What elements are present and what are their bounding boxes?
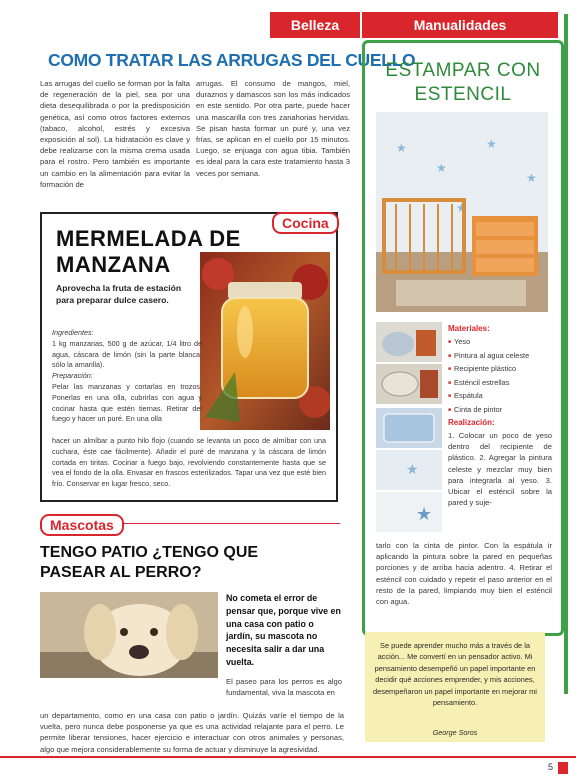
materials-heading: Materiales:: [448, 324, 490, 333]
mascotas-label: Mascotas: [40, 514, 124, 536]
cocina-subtitle: Aprovecha la fruta de estación para preparar dulce casero.: [56, 283, 182, 306]
materials-item: ■ Cinta de pintor: [448, 404, 558, 418]
quote-author: George Soros: [432, 728, 478, 737]
svg-text:★: ★: [436, 161, 447, 175]
svg-text:★: ★: [406, 461, 419, 477]
belleza-title: COMO TRATAR LAS ARRUGAS DEL CUELLO: [48, 50, 416, 70]
realization-steps-wide: tarlo con la cinta de pintor. Con la espátula ir aplicando la pintura sobre la pared en pequeñas porciones y de arriba hacia adentro. 4. Retirar el esténcil con cuidado y repetir el paso anterior en el resto de la pared, limpiando muy bien el esténcil con agua.: [376, 541, 552, 607]
realization-photo-3: [376, 492, 442, 532]
preparation-text-wide: hacer un almíbar a punto hilo flojo (cuando se levanta un poco de almíbar con una cuchara, éste cae fácilmente). Añadir el puré de manzana y la cáscara de limón cortada en tiritas. Cocinar a fuego bajo, revolviendo constantemente hasta que se vea el fondo de la olla. Envasar en frascos esterilizados. Tapar una vez que esté bien frío. Conservar en lugar fresco, seco.: [52, 436, 326, 489]
svg-text:★: ★: [526, 171, 537, 185]
cocina-ingredients-block: [52, 328, 202, 425]
page-corner-mark: [558, 762, 568, 774]
section-tab-manualidades: Manualidades: [362, 12, 558, 38]
belleza-body-col2: arrugas. El consumo de mangos, miel, duraznos y damascos son los más indicados en este sentido. Por otra parte, puede hacer una mascarilla con tres zanahorias hervidas. Se pisan hasta formar un puré y, una vez frías, se aplican en el cuello por 15 minutos. Luego, se enjuaga con agua tibia. También es ideal para la cara este tratamiento hasta 3 veces por semana.: [196, 79, 350, 178]
materials-photo-1: [376, 322, 442, 362]
mascotas-lead: No cometa el error de pensar que, porque vive en una casa con patio o jardín, su mascota no necesita salir a dar una vuelta.: [226, 593, 341, 667]
mascotas-title-line2: PASEAR AL PERRO?: [40, 564, 202, 581]
mascotas-title-line1: TENGO PATIO ¿TENGO QUE: [40, 544, 259, 561]
belleza-body-col1: Las arrugas del cuello se forman por la falta de regeneración de la piel, sea por una dieta desequilibrada o por la predisposición genética, así como otros factores externos (tabaco, alcohol, estrés y excesiva exposición al sol). La hidratación es clave y debe realizarse con la misma crema usada para el rostro. Pero también es importante un cambio en la alimentación para evitar la formación de: [40, 79, 190, 189]
cocina-title-line2: MANZANA: [56, 252, 171, 277]
realization-heading: Realización:: [448, 418, 495, 427]
preparation-heading: Preparación:: [52, 371, 93, 381]
svg-text:★: ★: [456, 201, 467, 215]
materials-item: ■ Yeso: [448, 336, 558, 350]
svg-text:★: ★: [416, 504, 433, 524]
cocina-label: Cocina: [272, 212, 339, 234]
section-tab-belleza: Belleza: [270, 12, 360, 38]
manualidades-title-line1: ESTAMPAR CON: [385, 60, 541, 81]
ingredients-heading: Ingredientes:: [52, 328, 94, 337]
ingredients-text: 1 kg manzanas, 500 g de azúcar, 1/4 litro de agua, cáscara de limón (sin la parte blanca, sólo la amarilla).: [52, 338, 202, 370]
materials-item: ■ Recipiente plástico: [448, 363, 558, 377]
preparation-text-narrow: Pelar las manzanas y cortarlas en trozos. Ponerlas en una olla, cubrirlas con agua y cocinar hasta que estén tiernas. Retirar del fuego y hacer un puré. En una olla: [52, 381, 202, 424]
materials-photo-2: [376, 364, 442, 404]
quote-text: Se puede aprender mucho más a través de la acción... Me convertí en un pensador activo. Mi pensamiento desempeñó un papel importante en decidir qué acciones emprender, y mis acciones, desempeñaron un papel importante en mejorar mi pensamiento.: [373, 641, 537, 708]
mascotas-body-wide: un departamento, como en una casa con patio o jardín. Quizás varíe el tiempo de la vuelta, pero nunca debe posponerse ya que es una actividad relajante para el perro. Le permite liberar tensiones, hacer ejercicio e interactuar con otros animales y personas, algo que mejora considerablemente su forma de actuar y disminuye la agresividad.: [40, 711, 344, 754]
materials-item: ■ Espátula: [448, 390, 558, 404]
footer-rule: [0, 756, 576, 758]
cocina-title-line1: MERMELADA DE: [56, 226, 241, 251]
realization-photo-1: [376, 408, 442, 448]
realization-photo-2: [376, 450, 442, 490]
svg-text:★: ★: [486, 137, 497, 151]
realization-steps-narrow: 1. Colocar un poco de yeso dentro del recipiente de plástico. 2. Agregar la pintura celeste y mezclar muy bien para integrarla al yeso. 3. Ubicar el esténcil sobre la pared y suje-: [448, 431, 552, 508]
mascotas-body-narrow: El paseo para los perros es algo fundamental, viva la mascota en: [226, 677, 342, 698]
svg-text:★: ★: [396, 141, 407, 155]
jam-jar-photo: [200, 252, 330, 430]
page-number: 5: [548, 762, 554, 772]
materials-item: ■ Pintura al agua celeste: [448, 350, 558, 364]
manualidades-title-line2: ESTENCIL: [414, 84, 512, 105]
nursery-photo: [376, 112, 548, 312]
dog-photo: [40, 592, 218, 678]
materials-item: ■ Esténcil estrellas: [448, 377, 558, 391]
section-header-bar: [0, 12, 576, 38]
materials-list: [448, 336, 558, 418]
